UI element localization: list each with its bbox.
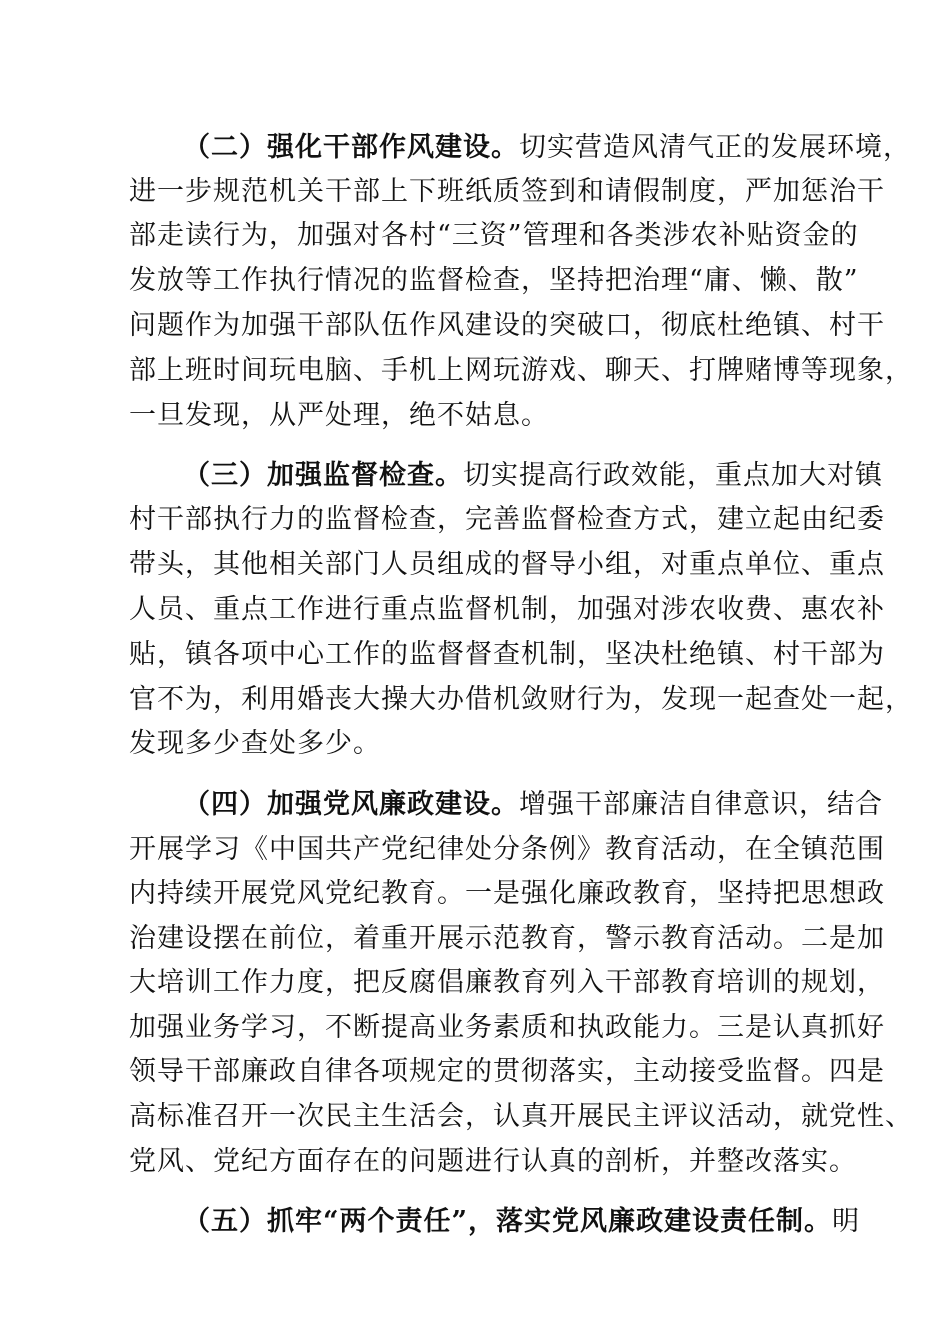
paragraph-4-line-8: 高标准召开一次民主生活会，认真开展民主评议活动，就党性、 [129,1101,913,1132]
paragraph-4-line-2: 开展学习《中国共产党纪律处分条例》教育活动，在全镇范围 [129,834,885,865]
paragraph-3-line-4: 人员、重点工作进行重点监督机制，加强对涉农收费、惠农补 [129,594,885,625]
paragraph-3-line-2: 村干部执行力的监督检查，完善监督检查方式，建立起由纪委 [129,504,885,535]
paragraph-5-line-1 [183,1202,903,1242]
paragraph-text: 增强干部廉洁自律意识，结合 [519,789,883,820]
paragraph-4-line-7: 领导干部廉政自律各项规定的贯彻落实，主动接受监督。四是 [129,1056,885,1087]
paragraph-text: 切实提高行政效能，重点加大对镇 [463,460,883,491]
paragraph-4-line-1 [183,785,903,825]
section-heading-3: （三）加强监督检查。 [183,460,463,491]
paragraph-2-line-1 [183,128,911,168]
paragraph-4-line-9: 党风、党纪方面存在的问题进行认真的剖析，并整改落实。 [129,1146,857,1177]
paragraph-4-line-5: 大培训工作力度，把反腐倡廉教育列入干部教育培训的规划， [129,967,885,998]
section-heading-5: （五）抓牢“两个责任”，落实党风廉政建设责任制。 [183,1206,833,1237]
paragraph-2-line-3: 部走读行为，加强对各村“三资”管理和各类涉农补贴资金的 [129,220,859,251]
paragraph-4-line-6: 加强业务学习，不断提高业务素质和执政能力。三是认真抓好 [129,1012,885,1043]
paragraph-4-line-3: 内持续开展党风党纪教育。一是强化廉政教育，坚持把思想政 [129,878,885,909]
paragraph-text: 明 [832,1206,861,1237]
paragraph-text: 切实营造风清气正的发展环境， [519,132,911,163]
paragraph-3-line-1 [183,456,903,496]
paragraph-3-line-3: 带头，其他相关部门人员组成的督导小组，对重点单位、重点 [129,549,885,580]
section-heading-2: （二）强化干部作风建设。 [183,132,519,163]
paragraph-2-line-4: 发放等工作执行情况的监督检查，坚持把治理“庸、懒、散” [129,265,859,296]
paragraph-3-line-5: 贴，镇各项中心工作的监督督查机制，坚决杜绝镇、村干部为 [129,639,885,670]
paragraph-2-line-7: 一旦发现，从严处理，绝不姑息。 [129,400,549,431]
paragraph-4-line-4: 治建设摆在前位，着重开展示范教育，警示教育活动。二是加 [129,923,885,954]
paragraph-2-line-5: 问题作为加强干部队伍作风建设的突破口，彻底杜绝镇、村干 [129,310,885,341]
paragraph-3-line-6: 官不为，利用婚丧大操大办借机敛财行为，发现一起查处一起， [129,684,913,715]
section-heading-4: （四）加强党风廉政建设。 [183,789,519,820]
paragraph-3-line-7: 发现多少查处多少。 [129,728,381,759]
paragraph-2-line-6: 部上班时间玩电脑、手机上网玩游戏、聊天、打牌赌博等现象， [129,355,913,386]
paragraph-2-line-2: 进一步规范机关干部上下班纸质签到和请假制度，严加惩治干 [129,176,885,207]
